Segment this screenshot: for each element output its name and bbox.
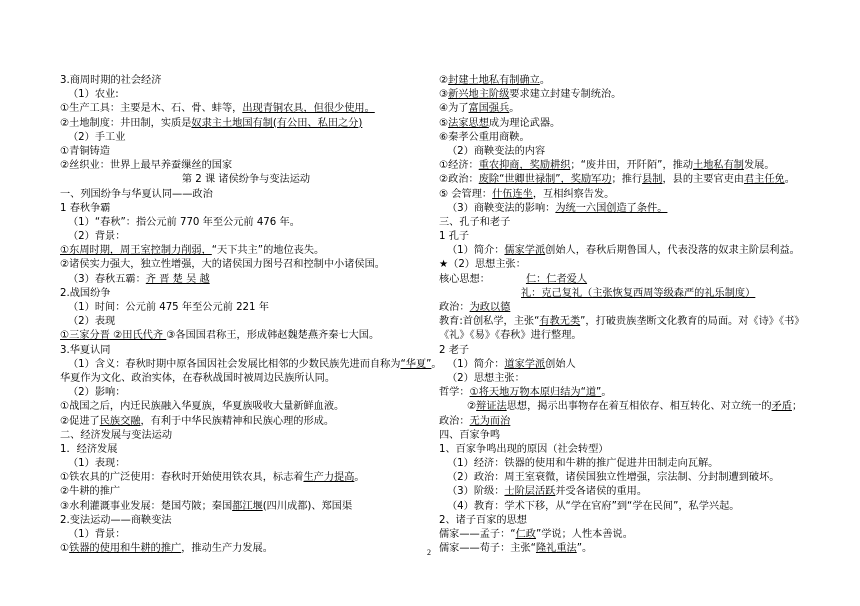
underlined-text: 生产力提高 [303,472,355,484]
text-line [60,202,432,216]
underlined-text: 儒家学派 [504,245,546,257]
text: 四、百家争鸣 [439,429,501,441]
text: （3）阶级： [447,486,505,498]
text: （2）手工业 [68,131,126,143]
text: 发展。 [743,160,775,172]
text: 创始人 [545,358,576,370]
text: ①经济： [439,160,479,172]
text: （1）简介： [447,245,505,257]
text-line [60,145,432,159]
section-heading [439,216,819,230]
text: （2）背景： [68,231,126,243]
text-line [439,188,819,202]
text-line [60,216,432,230]
text-line [60,159,432,173]
text: 三、孔子和老子 [439,216,511,228]
text-line [439,485,819,499]
text: 2.变法运动——商鞅变法 [60,514,172,526]
text: ①铁农具的广泛使用：春秋时开始使用铁农具，标志着 [60,472,304,484]
text: “天下共主”的地位丧失。 [211,245,325,257]
underlined-text: “华夏” [400,358,432,370]
text-line [439,301,819,315]
text: 1、百家争鸣出现的原因（社会转型） [439,443,609,455]
text: 核心思想： [439,273,490,285]
text: （2）政治：周王室衰微，诸侯国独立性增强，宗法制、分封制遭到破坏。 [447,472,780,484]
text-line [60,386,432,400]
underlined-text: 富国强兵 [468,103,510,115]
section-heading [60,429,432,443]
text: 1．经济发展 [60,443,118,455]
text: 并受各诸侯的重用。 [555,486,648,498]
text: ③各国国君称王，形成韩赵魏楚燕齐秦七大国。 [166,330,380,342]
underlined-text: 民族交融 [99,415,141,427]
underlined-text: 都江堰 [232,500,263,512]
text: （2）商鞅变法的内容 [447,145,546,157]
right-column [439,74,819,556]
text-line [60,230,432,244]
text: ”，打破贵族垄断文化教育的局面。对《诗》《书》 [580,316,805,328]
underlined-text: 仁：仁者爱人 [525,273,588,285]
text-line [439,230,819,244]
underlined-text: 道家学派 [504,358,546,370]
text: 思想，揭示出事物存在着互相依存、相互转化、对立统一的 [506,401,772,413]
text-line [60,485,432,499]
text: 。 [509,103,520,115]
text: （3）春秋五霸： [68,273,146,285]
text: 。 [601,387,612,399]
underlined-text: ①将天地万物本原归结为“道” [469,387,602,399]
page-number: 2 [427,548,431,557]
text: 3.商周时期的社会经济 [60,75,162,86]
text-line [60,542,432,556]
underlined-text: 士阶层活跃 [504,486,556,498]
text-line [439,202,819,216]
text-line [439,542,819,556]
underlined-text: 新兴地主阶级 [448,89,510,101]
text: 1 孔子 [439,231,470,243]
text: ”。 [576,543,593,555]
underlined-text: 奴隶主土地国有制(有公田、私田之分) [191,117,363,129]
text-line [60,500,432,514]
text-line [60,443,432,457]
text: 政治： [439,415,470,427]
text: ②丝织业：世界上最早养蚕缫丝的国家 [60,160,233,172]
text: ④为了 [439,103,469,115]
text-line [439,344,819,358]
underlined-text: 辩证法 [476,401,507,413]
text-line [439,500,819,514]
underlined-text: ①东周时期，周王室控制力削弱， [60,245,212,257]
text: （2）思想主张： [447,372,525,384]
text: 要求建立封建专制统治。 [509,89,622,101]
text: （1）简介： [447,358,505,370]
underlined-text: 土地私有制 [693,160,744,172]
text: 2、诸子百家的思想 [439,514,527,526]
text: 第 2 课 诸侯纷争与变法运动 [181,174,311,186]
text: 华夏作为文化、政治实体，在春秋战国时被周边民族所认同。 [60,372,336,384]
text-line [439,358,819,372]
underlined-text: 君主任免 [743,174,785,186]
underlined-text: 礼：克己复礼（主张恢复西周等级森严的礼乐制度） [521,287,756,299]
text: 。 [431,358,442,370]
underlined-text: 隆礼重法 [535,543,577,555]
text: ②土地制度：井田制，实质是 [60,117,192,129]
text: ；推行 [611,174,643,186]
underlined-text: 县制 [642,174,663,186]
text: （1）时间：公元前 475 年至公元前 221 年 [68,302,269,313]
text: （2）影响： [68,387,126,399]
text-line [439,457,819,471]
text-line [60,457,432,471]
underlined-text: 有教无类 [539,316,581,328]
text: ，有利于中华民族精神和民族心理的形成。 [140,415,335,427]
text-line [439,315,819,329]
text-line [60,301,432,315]
text: 。 [539,75,551,86]
underlined-text: 无为而治 [469,415,511,427]
underlined-text: 为统一六国创造了条件。 [555,202,668,214]
underlined-text: 齐 晋 楚 吴 越 [145,273,210,285]
text-line [439,74,819,88]
text: （4）教育：学术下移，从“学在官府”到“学在民间”，私学兴起。 [447,500,740,512]
text-line [60,528,432,542]
text-line [60,102,432,116]
text-line [60,131,432,145]
text-line [60,329,432,343]
text: ①战国之后，内迁民族融入华夏族，华夏族吸收大量新鲜血液。 [60,401,345,413]
text: 2 老子 [439,344,470,356]
underlined-text: ②田氏代齐 [109,330,167,342]
text: 创始人，春秋后期鲁国人，代表没落的奴隶主阶层利益。 [545,245,800,257]
text-line [60,471,432,485]
text: ，县的主要官吏由 [662,174,744,186]
text: （1）经济：铁器的使用和牛耕的推广促进井田制走向瓦解。 [447,458,719,470]
text-line [439,400,819,414]
underlined-text: 什伍连坐 [492,188,533,200]
text: ② [439,75,449,86]
underlined-text: 重农抑商，奖励耕织 [478,160,571,172]
text-line [439,145,819,159]
text: 3.华夏认同 [60,344,111,356]
text: 一、列国纷争与华夏认同——政治 [60,188,213,200]
text: 哲学： [439,387,470,399]
text: （1）农业: [68,89,119,101]
text-line [439,131,819,145]
text: ”学说；人性本善说。 [535,529,633,540]
text: ①青铜铸造 [60,145,110,157]
text-line [60,273,432,287]
text: ⑤ 会管理： [439,188,493,200]
text-line [439,329,819,343]
text: （1）背景： [68,529,126,540]
text: 。 [784,174,795,186]
text-line [60,315,432,329]
text: ；“废井田，开阡陌”，推动 [570,160,694,172]
text-line [60,117,432,131]
text: 政治： [439,302,470,313]
text: 儒家——孟子：“ [439,529,516,540]
text: 教育:首创私学，主张“ [439,316,540,328]
text-line [60,244,432,258]
text-line [439,415,819,429]
text: ②牛耕的推广 [60,486,121,498]
text: 儒家——荀子：主张“ [439,543,536,555]
text: （3）商鞅变法的影响： [447,202,556,214]
lesson-title [60,173,432,187]
underlined-text: 法家思想 [448,117,489,129]
text: （1）表现： [68,458,126,470]
text-line [439,528,819,542]
text-line [60,287,432,301]
text-line [60,358,442,372]
underlined-text: 为政以德 [469,302,511,313]
text: （2）表现 [68,316,116,328]
text-line [439,173,819,187]
underlined-text: 废除“世卿世禄制”，奖励军功 [478,174,612,186]
text-line [439,514,819,528]
text: ，互相纠察告发。 [532,188,615,200]
text: ①生产工具：主要是木、石、骨、蚌等， [60,103,243,115]
text: ② [467,401,477,413]
section-heading [439,429,819,443]
text: （1）“春秋”：指公元前 770 年至公元前 476 年。 [68,216,300,228]
text: ②诸侯实力强大，独立性增强，大的诸侯国力图号召和控制中小诸侯国。 [60,259,385,271]
text: ，推动生产力发展。 [181,543,273,555]
text-line [439,88,819,102]
text-line [439,159,819,173]
text: ②促进了 [60,415,100,427]
text: 二、经济发展与变法运动 [60,429,173,441]
text-line [439,258,819,272]
text: (四川成都)、郑国渠 [262,500,353,512]
text: ① [60,543,70,555]
underlined-text: 铁器的使用和牛耕的推广 [69,543,182,555]
text: 1 春秋争霸 [60,202,111,214]
text-line [439,244,819,258]
text: 2.战国纷争 [60,287,111,299]
text: ③水利灌溉事业发展：楚国芍陂；秦国 [60,500,233,512]
text-line [60,344,432,358]
text-line [60,88,432,102]
text-line [60,372,432,386]
text-line [60,415,432,429]
underlined-text: ①三家分晋 [60,330,110,342]
text: ③ [439,89,449,101]
text-line [439,386,819,400]
text: 《礼》《易》《春秋》进行整理。 [439,330,582,342]
underlined-text: 出现青铜农具，但很少使用。 [242,103,375,115]
section-heading [60,74,432,88]
text-line [439,287,819,301]
text: 成为理论武器。 [488,117,561,129]
text-line [439,102,819,116]
text: ★（2）思想主张： [439,259,526,271]
text: ②政治： [439,174,479,186]
text-line [60,258,432,272]
text: ⑤ [439,117,449,129]
text-line [60,514,432,528]
text: ⑥秦孝公重用商鞅。 [439,131,530,143]
text-line [439,117,819,131]
underlined-text: 封建土地私有制确立 [448,75,540,86]
text-line [60,400,432,414]
text-line [439,372,819,386]
underlined-text: 仁政 [515,529,536,540]
text: 。 [354,472,365,484]
text: ； [791,401,803,413]
text-line [439,471,819,485]
underlined-text: 矛盾 [771,401,792,413]
text-line [439,273,819,287]
section-heading [60,188,432,202]
left-column [60,74,442,556]
text-line [439,443,819,457]
text: （1）含义：春秋时期中原各国因社会发展比相邻的少数民族先进而自称为 [68,358,401,370]
